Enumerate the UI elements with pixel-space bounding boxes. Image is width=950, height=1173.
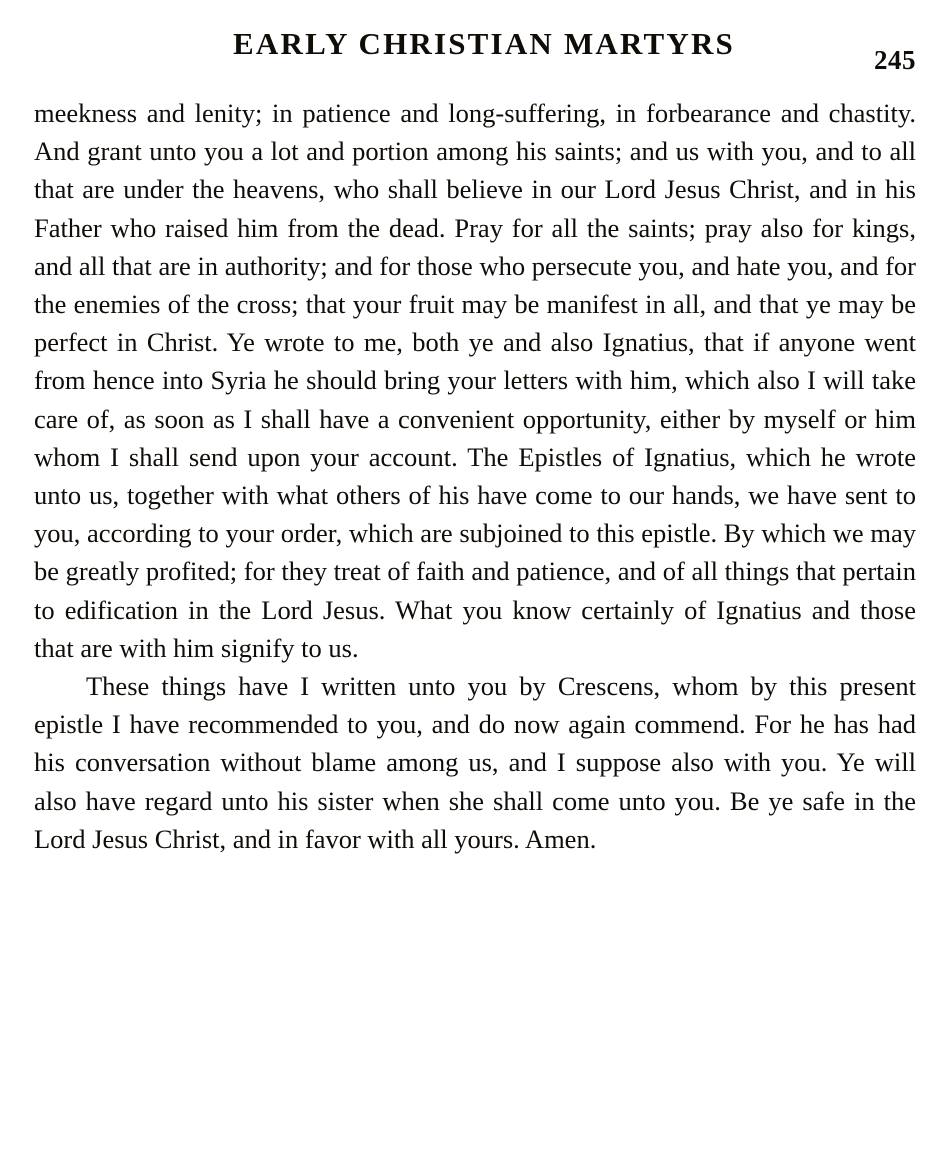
body-paragraph-1: meekness and lenity; in patience and long-suffering, in forbearance and chastity. And grant unto you a lot and portion among his saints; and us with you, and to all that are under the heavens, who shall believe in our Lord Jesus Christ, and in his Father who raised him from the dead. Pray for all the saints; pray also for kings, and all that are in authority; and for those who persecute you, and hate you, and for the enemies of the cross; that your fruit may be manifest in all, and that ye may be perfect in Christ. Ye wrote to me, both ye and also Ignatius, that if anyone went from hence into Syria he should bring your letters with him, which also I will take care of, as soon as I shall have a convenient opportunity, either by myself or him whom I shall send upon your account. The Epistles of Ignatius, which he wrote unto us, together with what others of his have come to our hands, we have sent to you, according to your order, which are subjoined to this epistle. By which we may be greatly profited; for they treat of faith and patience, and of all things that pertain to edification in the Lord Jesus. What you know certainly of Ignatius and those that are with him signify to us. xyxy=(34,98,916,663)
page-body xyxy=(34,94,916,858)
page-number: 245 xyxy=(874,45,916,75)
page-header xyxy=(0,26,950,78)
running-title: EARLY CHRISTIAN MARTYRS xyxy=(233,26,735,61)
body-paragraph-2: These things have I written unto you by Crescens, whom by this present epistle I have recommended to you, and do now again commend. For he has had his conversation without blame among us, and I suppose also with you. Ye will also have regard unto his sister when she shall come unto you. Be ye safe in the Lord Jesus Christ, and in favor with all yours. Amen. xyxy=(34,671,916,854)
document-page xyxy=(0,26,950,1173)
